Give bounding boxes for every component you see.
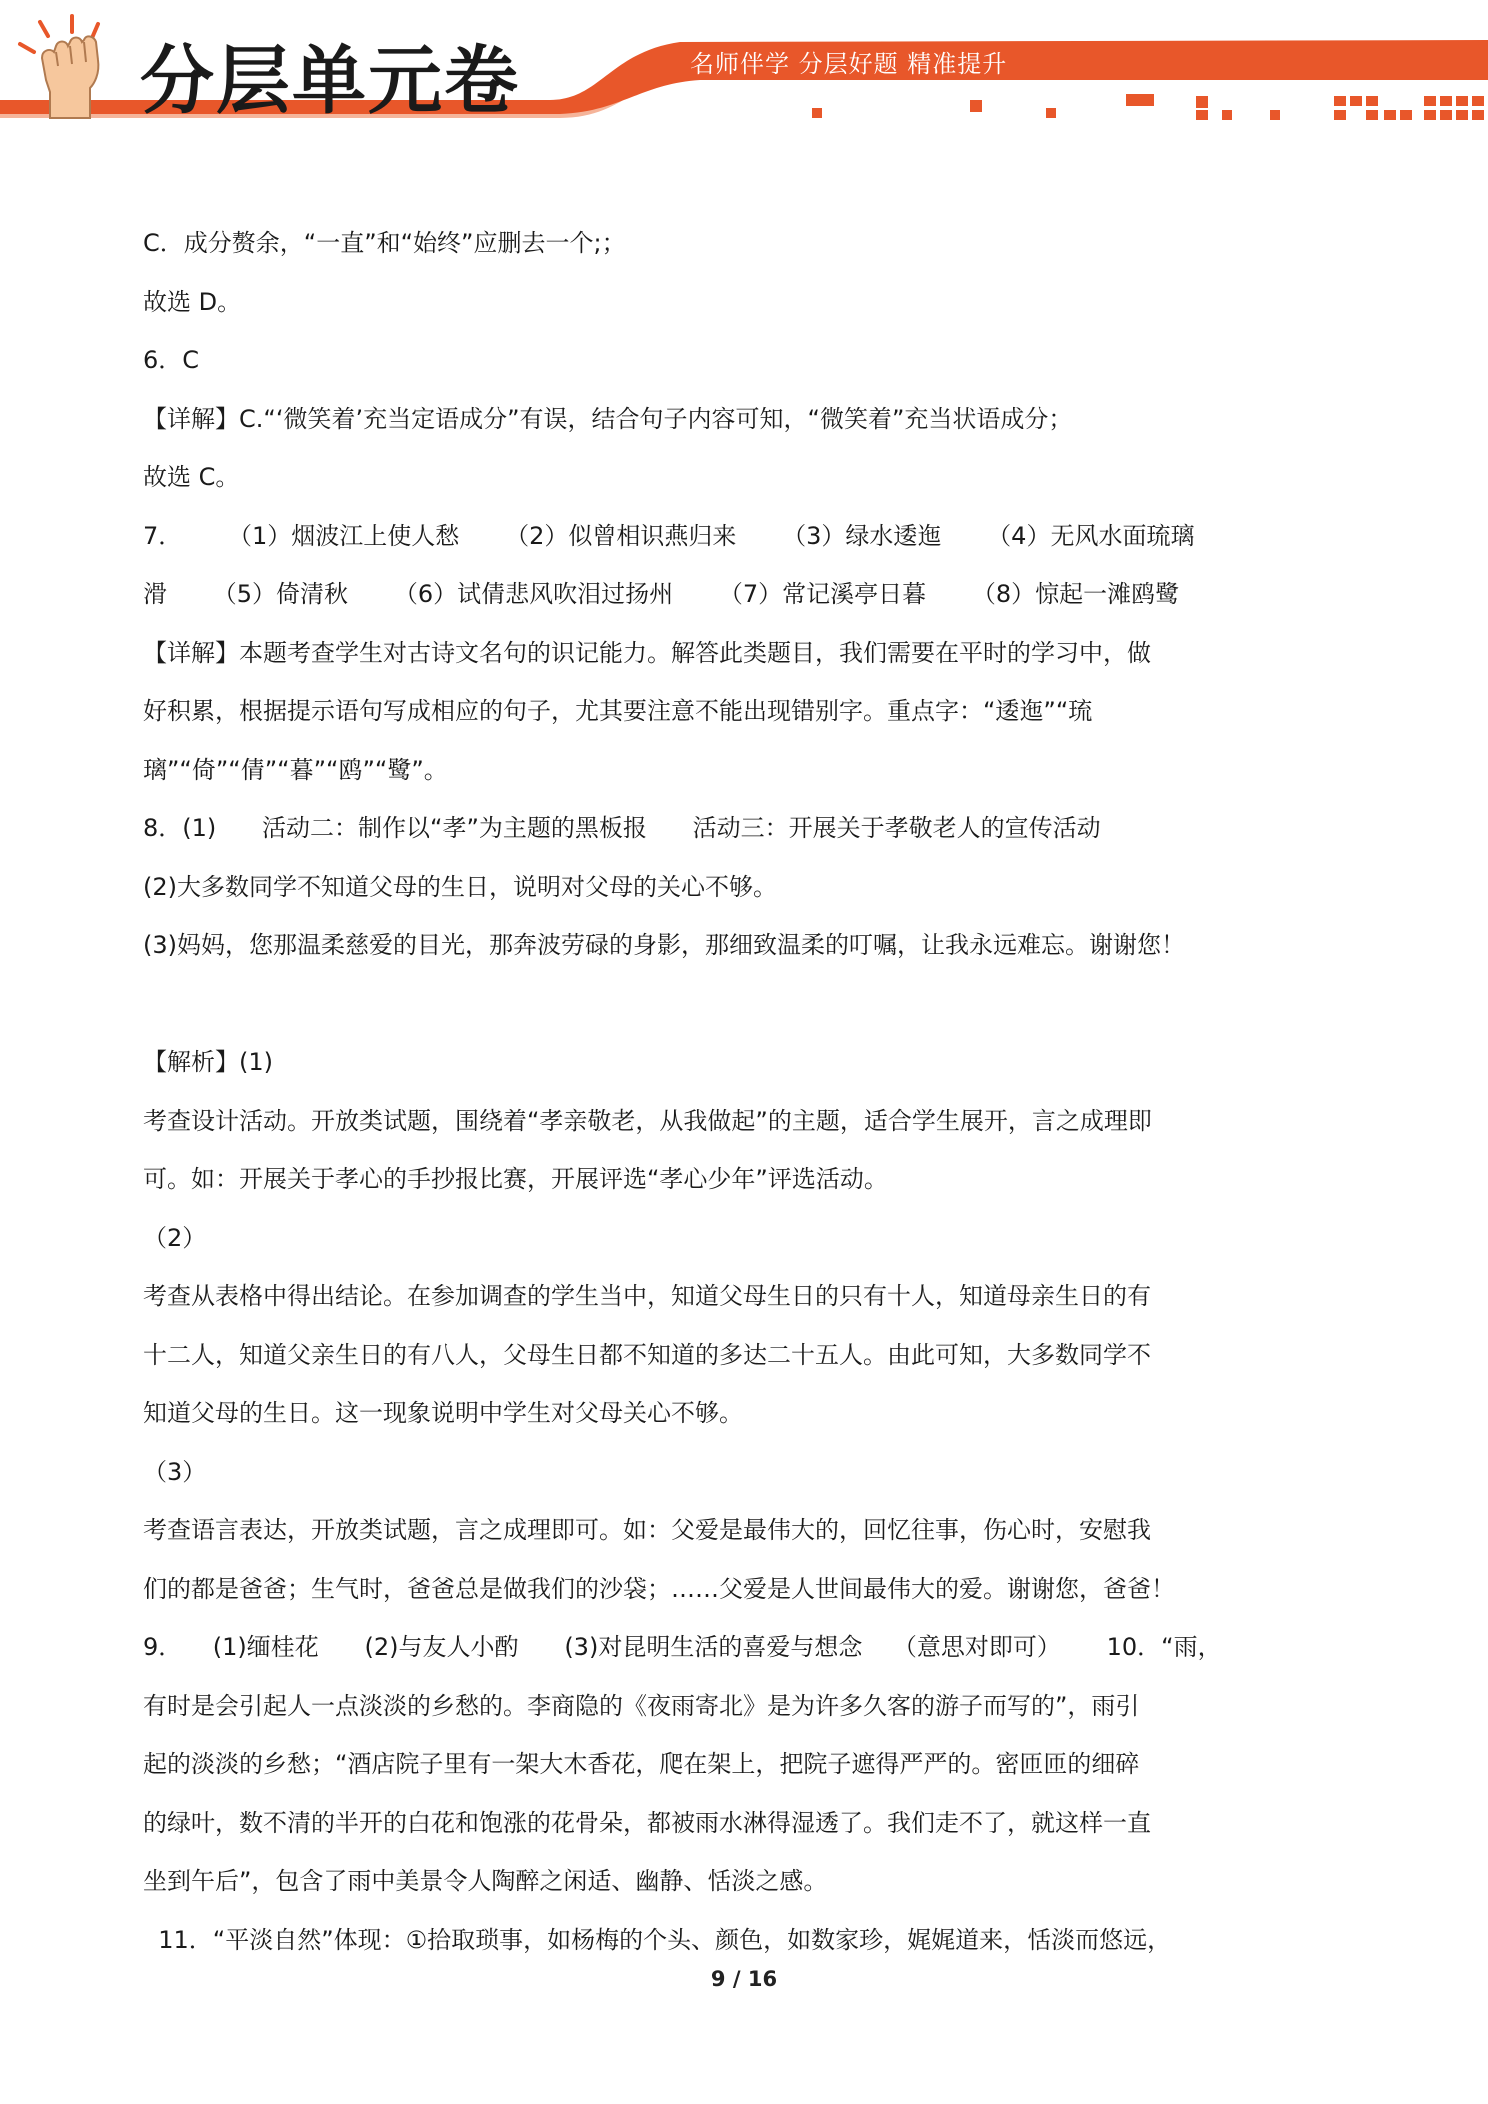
- text-line: 可。如：开展关于孝心的手抄报比赛，开展评选“孝心少年”评选活动。: [143, 1165, 888, 1193]
- text-line: 6．C: [143, 346, 200, 374]
- text-line: 【解析】(1): [143, 1048, 273, 1076]
- text-line: 有时是会引起人一点淡淡的乡愁的。李商隐的《夜雨寄北》是为许多久客的游子而写的”，雨引: [143, 1691, 1140, 1720]
- text-line: 的绿叶，数不清的半开的白花和饱涨的花骨朵，都被雨水淋得湿透了。我们走不了，就这样一直: [143, 1808, 1151, 1837]
- text-line: 滑 （5）倚清秋 （6）试倩悲风吹泪过扬州 （7）常记溪亭日暮 （8）惊起一滩鸥鹭: [143, 580, 1180, 608]
- text-line: （2）: [143, 1223, 207, 1252]
- text-line: 考查设计活动。开放类试题，围绕着“孝亲敬老，从我做起”的主题，适合学生展开，言之成理即: [143, 1106, 1152, 1135]
- text-line: 故选 C。: [143, 463, 240, 491]
- blank-line: [143, 975, 1243, 1034]
- page-header: [0, 0, 1488, 130]
- text-line: 璃”“倚”“倩”“暮”“鸥”“鹭”。: [143, 755, 448, 784]
- brand-title: 分层单元卷: [140, 38, 520, 124]
- text-line: （3）: [143, 1457, 207, 1486]
- text-line: 坐到午后”，包含了雨中美景令人陶醉之闲适、幽静、恬淡之感。: [143, 1867, 828, 1895]
- text-line: (3)妈妈，您那温柔慈爱的目光，那奔波劳碌的身影，那细致温柔的叮嘱，让我永远难忘。谢谢您！: [143, 931, 1185, 959]
- text-line: 【详解】本题考查学生对古诗文名句的识记能力。解答此类题目，我们需要在平时的学习中，做: [143, 638, 1151, 667]
- text-line: 起的淡淡的乡愁；“酒店院子里有一架大木香花，爬在架上，把院子遮得严严的。密匝匝的细碎: [143, 1750, 1140, 1778]
- text-line: 故选 D。: [143, 287, 242, 316]
- text-line: 【详解】C.“‘微笑着’充当定语成分”有误，结合句子内容可知，“微笑着”充当状语成分；: [143, 404, 1073, 433]
- text-line: 11．“平淡自然”体现：①拾取琐事，如杨梅的个头、颜色，如数家珍，娓娓道来，恬淡而悠远，: [143, 1925, 1172, 1954]
- text-line: 考查语言表达，开放类试题，言之成理即可。如：父爱是最伟大的，回忆往事，伤心时，安慰我: [143, 1516, 1151, 1544]
- text-line: 考查从表格中得出结论。在参加调查的学生当中，知道父母生日的只有十人，知道母亲生日的有: [143, 1282, 1151, 1310]
- text-line: 们的都是爸爸；生气时，爸爸总是做我们的沙袋；……父爱是人世间最伟大的爱。谢谢您，爸爸！: [143, 1574, 1175, 1603]
- decorative-squares: [812, 94, 1484, 120]
- text-line: C．成分赘余，“一直”和“始终”应删去一个;；: [143, 229, 626, 257]
- text-line: 7． （1）烟波江上使人愁 （2）似曾相识燕归来 （3）绿水逶迤 （4）无风水面琉璃: [143, 521, 1195, 550]
- text-line: 十二人，知道父亲生日的有八人，父母生日都不知道的多达二十五人。由此可知，大多数同学不: [143, 1340, 1151, 1369]
- answer-content: [143, 214, 1243, 1969]
- text-line: 好积累，根据提示语句写成相应的句子，尤其要注意不能出现错别字。重点字：“逶迤”“琉: [143, 697, 1093, 725]
- header-slogan: 名师伴学 分层好题 精准提升: [690, 50, 1008, 78]
- text-line: 8．(1) 活动二：制作以“孝”为主题的黑板报 活动三：开展关于孝敬老人的宣传活动: [143, 814, 1101, 842]
- text-line: 知道父母的生日。这一现象说明中学生对父母关心不够。: [143, 1399, 743, 1427]
- text-line: (2)大多数同学不知道父母的生日，说明对父母的关心不够。: [143, 872, 777, 901]
- page-number: 9 / 16: [710, 1967, 778, 1991]
- text-line: 9． (1)缅桂花 (2)与友人小酌 (3)对昆明生活的喜爱与想念 （意思对即可） 10．“雨，: [143, 1633, 1222, 1661]
